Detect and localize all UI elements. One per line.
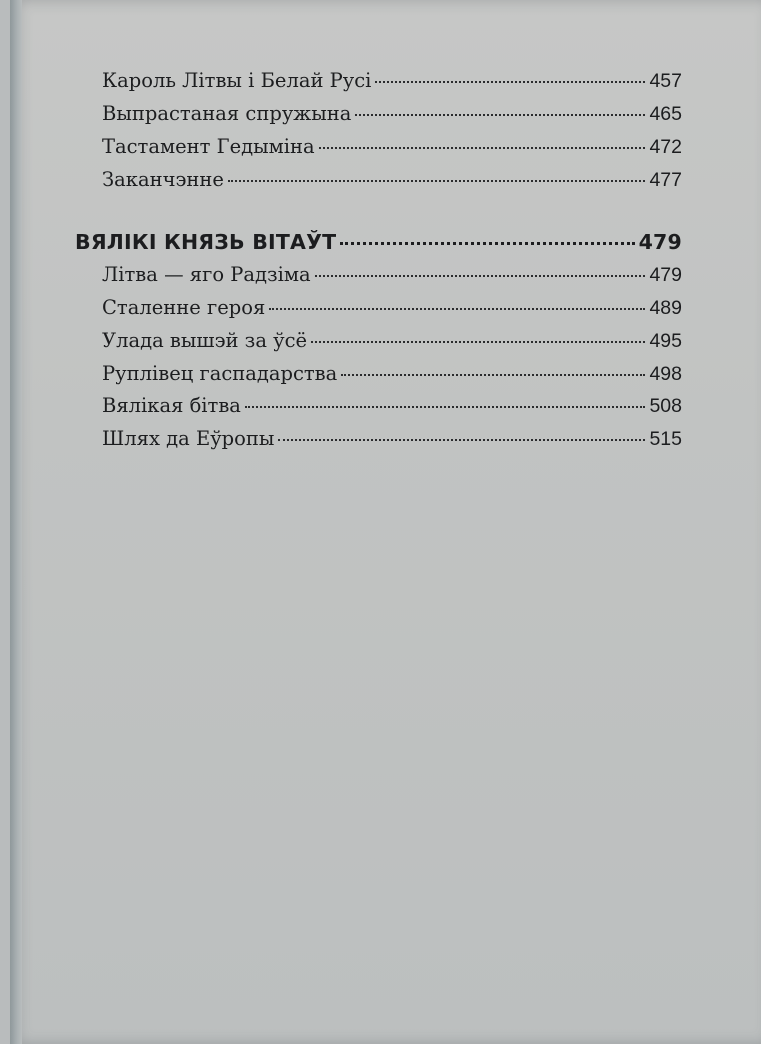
toc-entry: [102, 361, 682, 387]
toc-entry-page: 498: [649, 363, 682, 385]
toc-entry-page: 472: [649, 136, 682, 158]
toc-entry-page: 489: [649, 297, 682, 319]
dot-leader: [311, 341, 645, 343]
dot-leader: [340, 242, 634, 245]
toc-chapter-title: ВЯЛІКІ КНЯЗЬ ВІТАЎТ: [75, 230, 337, 254]
toc-entry: [102, 68, 682, 94]
toc-entry-page: 479: [649, 264, 682, 286]
toc-entry-page: 495: [649, 330, 682, 352]
toc-entry-page: 515: [649, 428, 682, 450]
toc-entry: [102, 328, 682, 354]
toc-entry-title: Руплівец гаспадарства: [102, 362, 338, 385]
toc-entry: [102, 167, 682, 193]
dot-leader: [245, 406, 646, 408]
toc-entry: [102, 426, 682, 452]
dot-leader: [278, 439, 645, 441]
toc-entry: [102, 134, 682, 160]
toc-entry-title: Кароль Літвы і Белай Русі: [102, 69, 372, 92]
toc-entry-title: Літва — яго Радзіма: [102, 263, 311, 286]
toc-entry: [102, 393, 682, 419]
toc-entry: [102, 101, 682, 127]
toc-entry-title: Сталенне героя: [102, 296, 266, 319]
toc-entry-title: Улада вышэй за ўсё: [102, 329, 308, 352]
toc-entry-page: 477: [649, 169, 682, 191]
toc-chapter-page: 479: [638, 230, 682, 254]
toc-entry-title: Тастамент Гедыміна: [102, 135, 315, 158]
dot-leader: [228, 180, 646, 182]
toc-entry: [102, 262, 682, 288]
toc-entry-title: Выпрастаная спружына: [102, 102, 352, 125]
dot-leader: [375, 81, 645, 83]
toc-entry: [102, 295, 682, 321]
toc-entry-title: Заканчэнне: [102, 168, 224, 191]
toc-entry-title: Вялікая бітва: [102, 394, 241, 417]
toc-entry-page: 508: [649, 395, 682, 417]
dot-leader: [341, 374, 645, 376]
toc-chapter-heading: [75, 229, 682, 255]
toc-entry-page: 457: [649, 70, 682, 92]
toc-entry-page: 465: [649, 103, 682, 125]
dot-leader: [355, 114, 645, 116]
dot-leader: [319, 147, 646, 149]
toc-entry-title: Шлях да Еўропы: [102, 427, 275, 450]
dot-leader: [269, 308, 645, 310]
dot-leader: [315, 275, 646, 277]
